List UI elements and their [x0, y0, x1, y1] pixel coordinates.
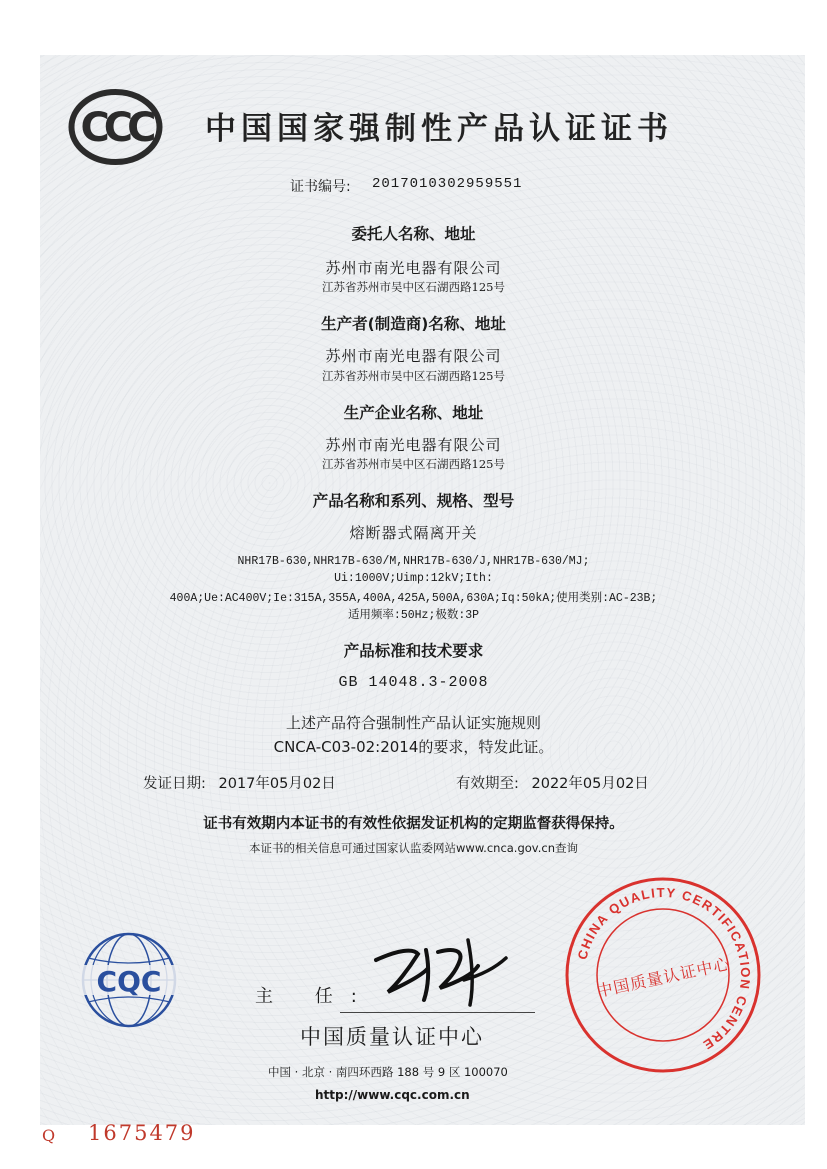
factory-address: 江苏省苏州市吴中区石湖西路125号	[322, 457, 505, 471]
serial-prefix: Q	[42, 1126, 56, 1145]
spec-line-1: NHR17B-630,NHR17B-630/M,NHR17B-630/J,NHR17B-630/MJ;	[237, 555, 590, 568]
ccc-logo	[68, 88, 163, 170]
certificate-title: 中国国家强制性产品认证证书	[205, 111, 673, 147]
info-note: 本证书的相关信息可通过国家认监委网站www.cnca.gov.cn查询	[249, 841, 578, 855]
spec-line-4: 适用频率:50Hz;极数:3P	[347, 609, 480, 622]
applicant-heading: 委托人名称、地址	[351, 225, 476, 243]
director-signature	[368, 930, 518, 1014]
certificate-number: 2017010302959551	[372, 176, 523, 192]
expiry-date-label: 有效期至:	[456, 776, 519, 792]
ccc-logo-text: CCC	[80, 105, 151, 151]
certificate-number-label: 证书编号:	[290, 179, 351, 195]
org-address: 中国 · 北京 · 南四环西路 188 号 9 区 100070	[268, 1065, 508, 1079]
manufacturer-address: 江苏省苏州市吴中区石湖西路125号	[322, 369, 505, 383]
issue-date: 2017年05月02日	[218, 776, 336, 792]
director-label: 主 任:	[255, 986, 375, 1007]
issue-date-row	[143, 772, 336, 793]
org-name: 中国质量认证中心	[300, 1025, 484, 1049]
expiry-date-row	[456, 772, 649, 793]
spec-line-2: Ui:1000V;Uimp:12kV;Ith:	[334, 572, 493, 585]
certification-seal	[563, 875, 763, 1079]
statement-line-1: 上述产品符合强制性产品认证实施规则	[285, 714, 541, 732]
statement-line-2: CNCA-C03-02:2014的要求，特发此证。	[273, 738, 554, 756]
applicant-address: 江苏省苏州市吴中区石湖西路125号	[322, 280, 505, 294]
standard-heading: 产品标准和技术要求	[343, 642, 484, 660]
signature-line	[340, 1012, 535, 1013]
org-website: http://www.cqc.com.cn	[315, 1088, 470, 1102]
seal-outer-text: CHINA QUALITY CERTIFICATION CENTRE	[574, 884, 754, 1054]
issue-date-label: 发证日期:	[143, 776, 206, 792]
standard-value: GB 14048.3-2008	[338, 674, 489, 691]
applicant-name: 苏州市南光电器有限公司	[325, 259, 502, 277]
cqc-logo-text: CQC	[96, 965, 162, 998]
expiry-date: 2022年05月02日	[531, 776, 649, 792]
factory-heading: 生产企业名称、地址	[343, 404, 484, 422]
seal-inner-text: 中国质量认证中心	[595, 954, 733, 1001]
validity-note: 证书有效期内本证书的有效性依据发证机构的定期监督获得保持。	[203, 816, 624, 832]
product-heading: 产品名称和系列、规格、型号	[312, 492, 515, 510]
manufacturer-name: 苏州市南光电器有限公司	[325, 347, 502, 365]
spec-line-3: 400A;Ue:AC400V;Ie:315A,355A,400A,425A,500A,630A;Iq:50kA;使用类别:AC-23B;	[169, 592, 658, 605]
cqc-logo	[70, 930, 188, 1034]
manufacturer-heading: 生产者(制造商)名称、地址	[321, 315, 506, 333]
product-name: 熔断器式隔离开关	[349, 524, 478, 542]
serial-number: 1675479	[88, 1121, 196, 1145]
factory-name: 苏州市南光电器有限公司	[325, 436, 502, 454]
